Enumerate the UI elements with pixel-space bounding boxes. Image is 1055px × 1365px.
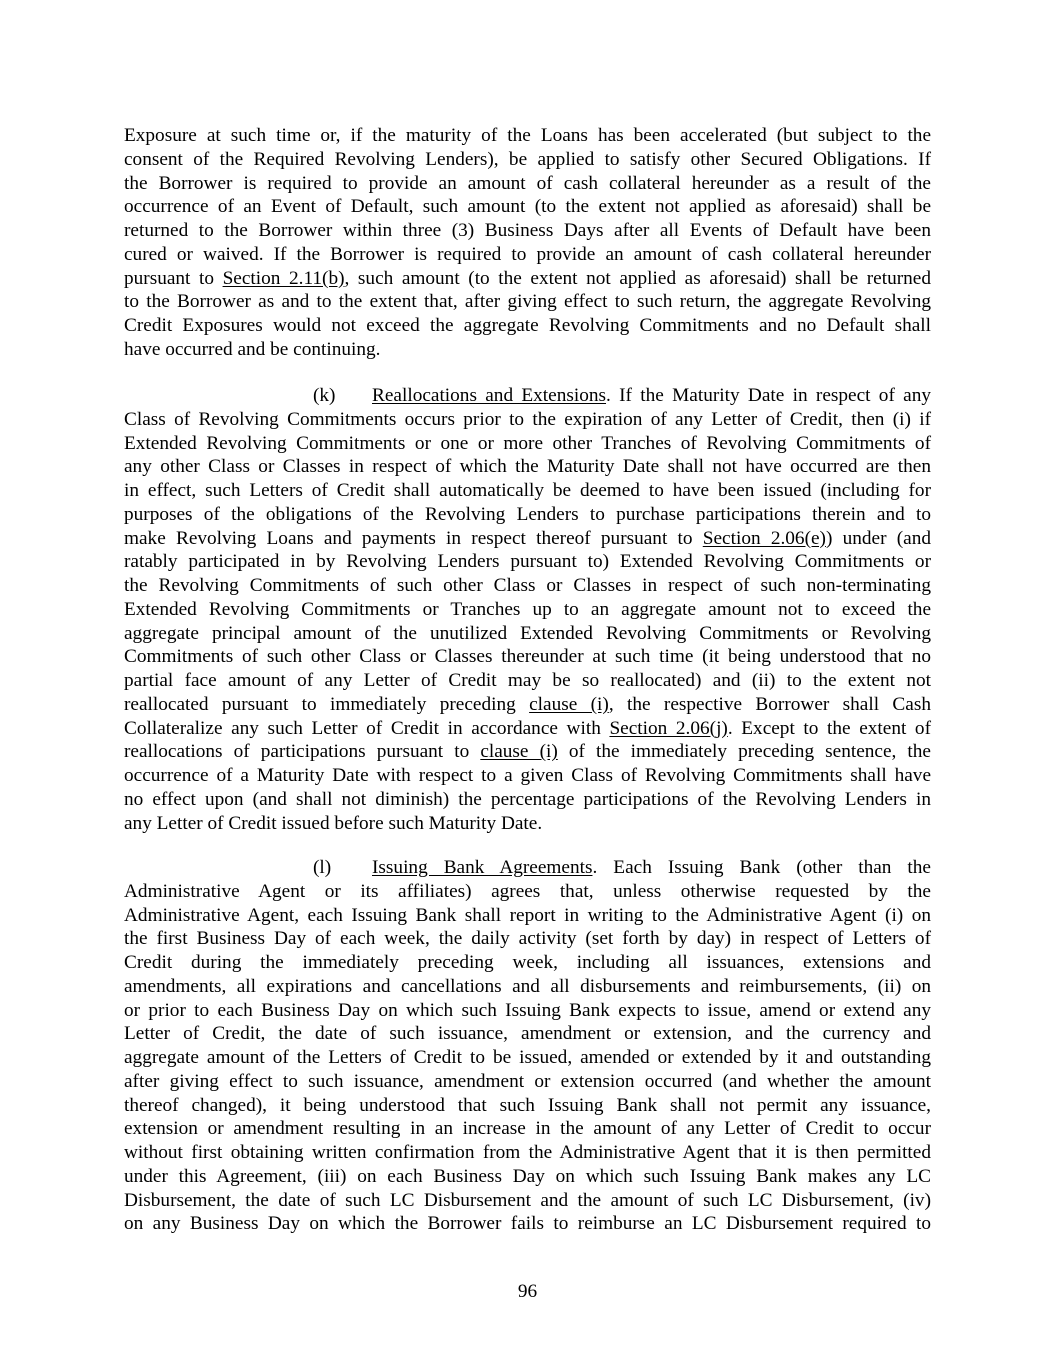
text-run: aggregate principal amount of the unutilized Extended Revolving Commitments or Revolving [124,622,931,644]
text-run: no effect upon (and shall not diminish) the percentage participations of the Revolving Lenders in [124,788,931,810]
paragraph-heading-line [124,384,931,408]
section-heading: Issuing Bank Agreements [372,857,593,878]
text-line [124,290,931,314]
text-run: under this Agreement, (iii) on each Business Day on which such Issuing Bank makes any LC [124,1165,931,1187]
text-line [124,927,931,951]
text-run: Commitments of such other Class or Classes thereunder at such time (it being understood that no [124,646,931,668]
section-heading: Reallocations and Extensions [372,385,607,406]
text-run: purposes of the obligations of the Revolving Lenders to purchase participations therein and to [124,503,931,525]
text-run: the Borrower is required to provide an amount of cash collateral hereunder as a result of the [124,172,931,194]
heading-line-text [372,856,931,880]
text-run: occurrence of an Event of Default, such amount (to the extent not applied as aforesaid) shall be [124,196,931,218]
text-run: pursuant to [124,267,223,289]
text-line [124,880,931,904]
text-run: without first obtaining written confirmation from the Administrative Agent that it is then permitted [124,1142,931,1163]
text-run: Credit Exposures would not exceed the aggregate Revolving Commitments and no Default shall [124,315,931,336]
text-run: extension or amendment resulting in an increase in the amount of any Letter of Credit to occur [124,1118,931,1140]
text-line [124,999,931,1023]
text-line [124,1094,931,1118]
text-line [124,503,931,527]
text-line [124,338,931,362]
text-line [124,243,931,267]
section-label: (l) [313,857,332,878]
text-line [124,267,931,291]
text-run: any Letter of Credit issued before such Maturity Date. [124,812,543,834]
text-run: ratably participated in by Revolving Lenders pursuant to) Extended Revolving Commitments or [124,551,931,573]
text-line [124,669,931,693]
text-run: , the respective Borrower shall Cash [608,693,931,715]
text-line [124,195,931,219]
text-line [124,1165,931,1189]
text-line [124,1141,931,1165]
cross-reference-link[interactable]: Section 2.11(b) [222,267,345,289]
text-run: in effect, such Letters of Credit shall automatically be deemed to have been issued (including for [124,480,931,501]
text-run: Credit during the immediately preceding week, including all issuances, extensions and [124,952,931,973]
text-line [124,598,931,622]
text-line [124,432,931,456]
text-line [124,645,931,669]
text-run: cured or waived. If the Borrower is required to provide an amount of cash collateral hereunder [124,243,931,265]
text-run: returned to the Borrower within three (3) Business Days after all Events of Default have been [124,220,931,241]
text-line [124,740,931,764]
text-run: make Revolving Loans and payments in respect thereof pursuant to [124,527,703,549]
text-run: reallocations of participations pursuant to [124,741,481,763]
text-line [124,764,931,788]
cross-reference-link[interactable]: clause (i) [480,741,558,763]
text-line [124,1117,931,1141]
text-line [124,455,931,479]
text-run: have occurred and be continuing. [124,338,381,360]
text-run: reallocated pursuant to immediately preceding [124,693,530,715]
text-line [124,622,931,646]
page-number: 96 [517,1281,538,1302]
text-run: the Revolving Commitments of such other Class or Classes in respect of such non-terminating [124,575,931,596]
text-line [124,219,931,243]
text-run: Extended Revolving Commitments or Tranches up to an aggregate amount not to exceed the [124,598,931,620]
text-run: Collateralize any such Letter of Credit in accordance with [124,717,610,739]
text-line [124,717,931,741]
text-run: partial face amount of any Letter of Credit may be so reallocated) and (ii) to the extent not [124,670,931,691]
text-run: aggregate amount of the Letters of Credit to be issued, amended or extended by it and outstanding [124,1047,931,1068]
text-line [124,1189,931,1213]
text-line [124,314,931,338]
paragraph [124,124,931,362]
text-line [124,574,931,598]
text-line [124,550,931,574]
text-run: any other Class or Classes in respect of which the Maturity Date shall not have occurred are then [124,456,931,478]
paragraph [124,856,931,1236]
text-line [124,904,931,928]
text-line [124,693,931,717]
text-run: after giving effect to such issuance, amendment or extension occurred (and whether the amount [124,1070,931,1092]
text-line [124,408,931,432]
text-line [124,1022,931,1046]
text-run: Exposure at such time or, if the maturity of the Loans has been accelerated (but subject to the [124,125,931,146]
text-line [124,1212,931,1236]
cross-reference-link[interactable]: Section 2.06(e) [702,527,826,549]
text-run: ) under (and [825,527,931,549]
text-run: of the immediately preceding sentence, the [557,741,931,763]
text-run: Disbursement, the date of such LC Disbursement and the amount of such LC Disbursement, (iv) [124,1189,931,1211]
text-run: , such amount (to the extent not applied as aforesaid) shall be returned [344,267,931,289]
text-run: occurrence of a Maturity Date with respect to a given Class of Revolving Commitments shall have [124,765,931,786]
text-run: . Each Issuing Bank (other than the [592,857,931,878]
text-run: . If the Maturity Date in respect of any [606,385,931,406]
text-line [124,1046,931,1070]
text-run: thereof changed), it being understood that such Issuing Bank shall not permit any issuance, [124,1094,931,1116]
text-line [124,975,931,999]
text-run: Administrative Agent or its affiliates) agrees that, unless otherwise requested by the [124,880,931,902]
paragraph [124,384,931,835]
cross-reference-link[interactable]: Section 2.06(j) [609,717,728,739]
paragraph-heading-line [124,856,931,880]
text-run: or prior to each Business Day on which such Issuing Bank expects to issue, amend or extend any [124,999,931,1021]
text-run: amendments, all expirations and cancellations and all disbursements and reimbursements, (ii) on [124,975,931,997]
text-line [124,1070,931,1094]
text-run: Letter of Credit, the date of such issuance, amendment or extension, and the currency and [124,1023,931,1045]
text-run: . Except to the extent of [727,717,931,739]
text-run: Extended Revolving Commitments or one or more other Tranches of Revolving Commitments of [124,432,931,454]
text-line [124,172,931,196]
cross-reference-link[interactable]: clause (i) [529,693,609,715]
section-label: (k) [313,385,336,406]
text-run: to the Borrower as and to the extent that, after giving effect to such return, the aggregate Revolving [124,291,931,313]
text-run: the first Business Day of each week, the daily activity (set forth by day) in respect of Letters of [124,928,931,950]
text-run: Administrative Agent, each Issuing Bank shall report in writing to the Administrative Agent (i) on [124,904,931,926]
text-run: consent of the Required Revolving Lenders), be applied to satisfy other Secured Obligations. If [124,148,931,170]
text-line [124,951,931,975]
text-line [124,148,931,172]
text-line [124,788,931,812]
text-line [124,124,931,148]
text-line [124,812,931,836]
text-run: on any Business Day on which the Borrower fails to reimburse an LC Disbursement required to [124,1213,931,1235]
text-line [124,527,931,551]
text-run: Class of Revolving Commitments occurs prior to the expiration of any Letter of Credit, then (i) if [124,408,931,430]
heading-line-text [372,384,931,408]
text-line [124,479,931,503]
